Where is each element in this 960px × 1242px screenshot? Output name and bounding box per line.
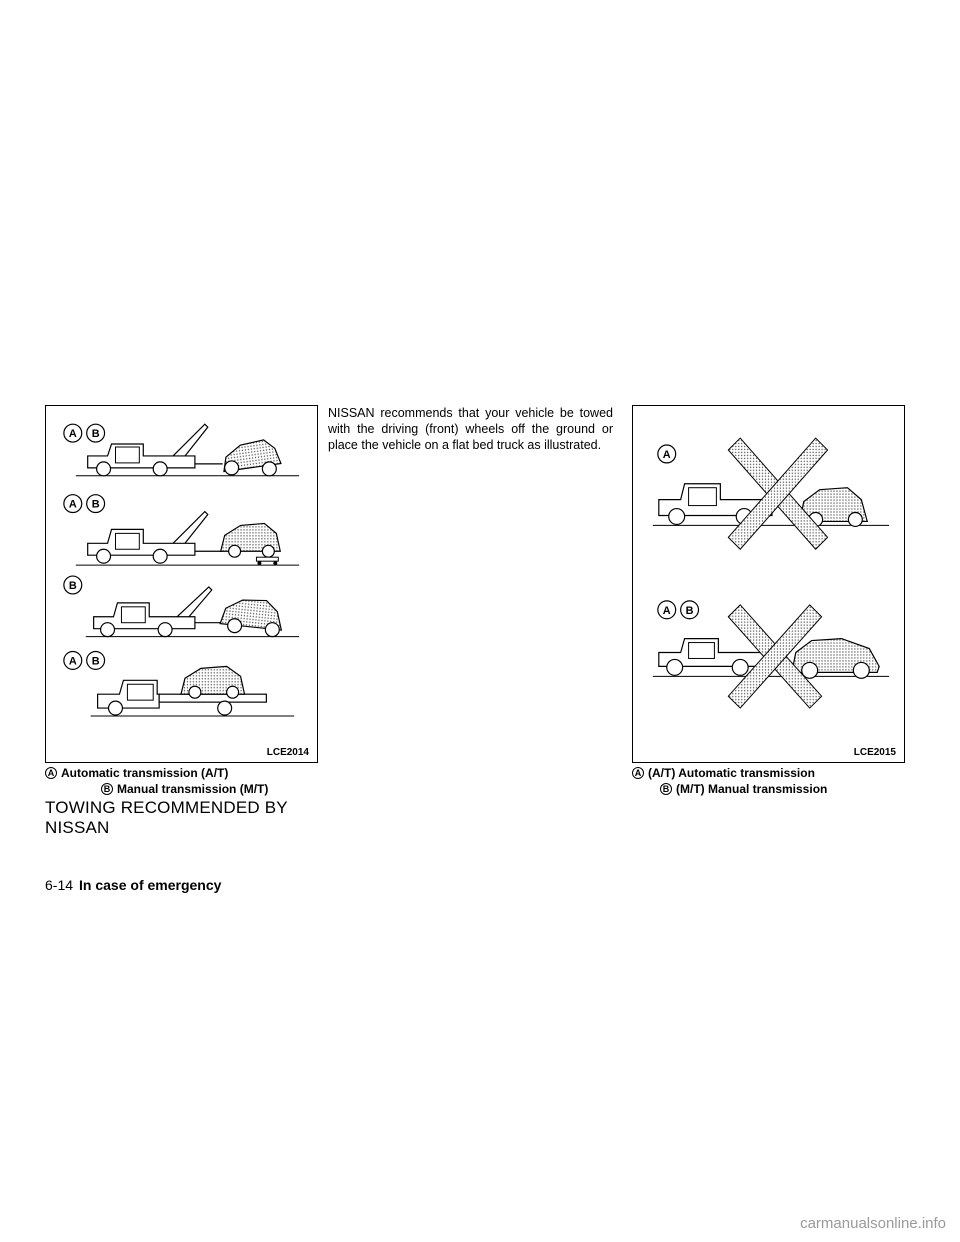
caption-b-text: (M/T) Manual transmission [676,782,828,796]
figure-left-caption [45,765,268,797]
caption-b-text: Manual transmission (M/T) [117,782,269,796]
scene-wheel-lift-dollies [64,495,299,565]
page-number: 6-14 [45,877,74,893]
section-name: In case of emergency [79,877,222,893]
svg-text:A: A [68,428,77,441]
scene-incorrect-hook [653,438,889,549]
scene-wheel-lift [64,424,299,476]
figure-right [632,405,905,763]
caption-line-b [45,781,268,797]
caption-line-a [632,765,827,781]
svg-text:A: A [662,448,671,461]
caption-a-text: Automatic transmission (A/T) [61,766,229,780]
svg-text:B: B [91,655,100,668]
svg-text:B: B [91,498,100,511]
scene-incorrect-sling [653,601,889,708]
towing-methods-illustration [46,406,317,762]
marker-b: B [101,783,113,795]
svg-text:B: B [685,604,694,617]
figure-code: LCE2014 [266,747,309,758]
marker-a: A [632,767,644,779]
body-paragraph: NISSAN recommends that your vehicle be towed with the driving (front) wheels off the ground or place the vehicle on a flat bed truck as illustrated. [328,406,613,452]
figure-code: LCE2015 [853,747,896,758]
cross-mark-icon [728,438,827,549]
figure-right-caption [632,765,827,797]
svg-text:B: B [68,579,77,592]
svg-text:B: B [91,428,100,441]
svg-text:A: A [662,604,671,617]
svg-text:A: A [68,655,77,668]
marker-b: B [660,783,672,795]
marker-a: A [45,767,57,779]
caption-a-text: (A/T) Automatic transmission [648,766,815,780]
figure-left [45,405,318,763]
caption-line-b [632,781,827,797]
section-heading: TOWING RECOMMENDED BY NISSAN [45,798,288,837]
towing-not-recommended-illustration [633,406,904,762]
watermark: carmanualsonline.info [800,1215,946,1232]
page-footer [45,877,221,893]
scene-wheel-lift-rear [64,576,299,637]
caption-line-a [45,765,268,781]
scene-flat-bed [64,652,294,717]
svg-text:A: A [68,498,77,511]
